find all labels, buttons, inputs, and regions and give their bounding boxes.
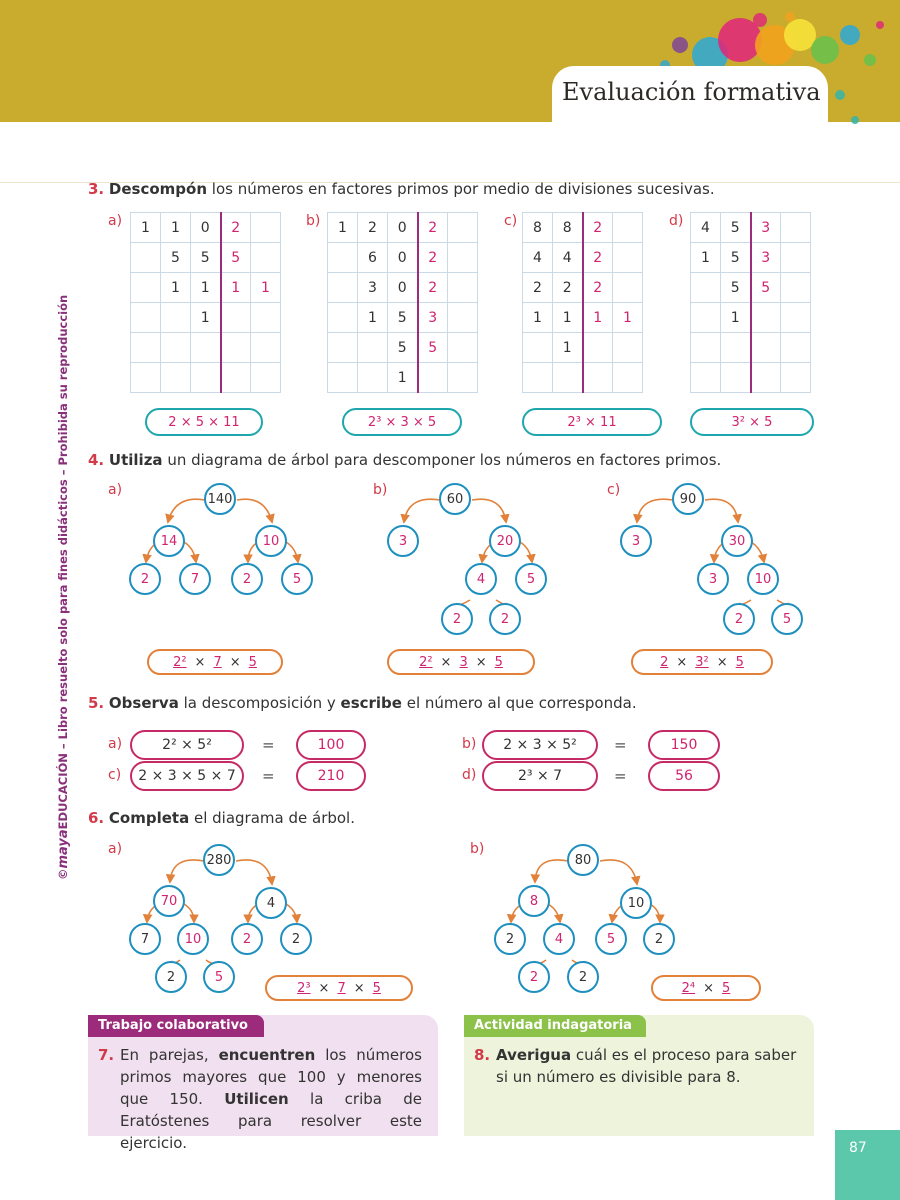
tree-node: 70 [153, 885, 185, 917]
grid-cell: 5 [721, 243, 751, 273]
q5-result-a: 100 [296, 730, 366, 760]
question-5: 5. Observa la descomposición y escribe el número al que corresponda. [88, 694, 637, 712]
tree-node: 2 [231, 563, 263, 595]
grid-cell: 1 [191, 273, 221, 303]
division-grid-d [690, 212, 811, 393]
grid-cell: 1 [553, 303, 583, 333]
grid-cell [448, 333, 478, 363]
grid-cell: 8 [553, 213, 583, 243]
tree-node: 2 [129, 563, 161, 595]
grid-cell: 0 [191, 213, 221, 243]
q5-expr-c: 2 × 3 × 5 × 7 [130, 761, 244, 791]
grid-cell [448, 243, 478, 273]
grid-cell [781, 303, 811, 333]
tree-node: 2 [567, 961, 599, 993]
grid-cell [691, 363, 721, 393]
q5-label-a: a) [108, 736, 123, 752]
q3-label-b: b) [306, 213, 321, 229]
collab-title: Trabajo colaborativo [88, 1015, 264, 1037]
grid-cell: 5 [388, 303, 418, 333]
grid-cell: 1 [161, 213, 191, 243]
grid-cell [448, 273, 478, 303]
tree-node: 60 [439, 483, 471, 515]
q3-label-d: d) [669, 213, 684, 229]
grid-cell [251, 213, 281, 243]
grid-cell [191, 363, 221, 393]
q5-label-d: d) [462, 767, 477, 783]
q5-result-b: 150 [648, 730, 720, 760]
tree-node: 4 [255, 887, 287, 919]
q5-label-c: c) [108, 767, 122, 783]
tree-node: 5 [771, 603, 803, 635]
grid-cell: 5 [751, 273, 781, 303]
q6-answer-a: 2³ × 7 × 5 [265, 975, 413, 1001]
tree-node: 2 [441, 603, 473, 635]
q5-expr-b: 2 × 3 × 5² [482, 730, 598, 760]
grid-cell [613, 213, 643, 243]
grid-cell: 2 [418, 243, 448, 273]
grid-cell: 2 [583, 273, 613, 303]
question-6: 6. Completa el diagrama de árbol. [88, 809, 355, 827]
q5-result-c: 210 [296, 761, 366, 791]
inquiry-title: Actividad indagatoria [464, 1015, 646, 1037]
grid-cell: 1 [523, 303, 553, 333]
q5-expr-d: 2³ × 7 [482, 761, 598, 791]
grid-cell: 5 [161, 243, 191, 273]
tree-node: 7 [129, 923, 161, 955]
grid-cell: 1 [388, 363, 418, 393]
grid-cell [553, 363, 583, 393]
q5-eq-b: = [614, 736, 627, 754]
grid-cell [161, 303, 191, 333]
q3-result-c: 2³ × 11 [522, 408, 662, 436]
grid-cell: 1 [328, 213, 358, 243]
brand-logo: maya [56, 829, 71, 869]
q3-result-d: 3² × 5 [690, 408, 814, 436]
tree-node: 2 [231, 923, 263, 955]
inquiry-text: 8. Averigua cuál es el proceso para saber si un número es divisible para 8. [474, 1046, 797, 1086]
grid-cell [191, 333, 221, 363]
grid-cell: 4 [553, 243, 583, 273]
tree-node: 2 [518, 961, 550, 993]
tree-node: 10 [255, 525, 287, 557]
grid-cell: 1 [251, 273, 281, 303]
grid-cell [583, 363, 613, 393]
grid-cell [161, 363, 191, 393]
grid-cell [328, 333, 358, 363]
q6-label-b: b) [470, 841, 485, 857]
tree-node: 140 [204, 483, 236, 515]
grid-cell [131, 243, 161, 273]
tree-node: 30 [721, 525, 753, 557]
tree-node: 8 [518, 885, 550, 917]
grid-cell [328, 303, 358, 333]
division-grid-c [522, 212, 643, 393]
grid-cell [221, 333, 251, 363]
tree-node: 2 [494, 923, 526, 955]
grid-cell [328, 243, 358, 273]
grid-cell [613, 243, 643, 273]
tree-node: 3 [697, 563, 729, 595]
grid-cell: 1 [221, 273, 251, 303]
grid-cell [131, 303, 161, 333]
grid-cell: 5 [191, 243, 221, 273]
q4-label-c: c) [607, 482, 621, 498]
question-3: 3. Descompón los números en factores primos por medio de divisiones sucesivas. [88, 180, 715, 198]
grid-cell [781, 363, 811, 393]
page-number: 87 [835, 1130, 900, 1200]
q5-expr-a: 2² × 5² [130, 730, 244, 760]
grid-cell: 2 [221, 213, 251, 243]
grid-cell: 1 [358, 303, 388, 333]
tree-node: 5 [595, 923, 627, 955]
grid-cell: 2 [583, 243, 613, 273]
grid-cell: 5 [388, 333, 418, 363]
tree-node: 2 [643, 923, 675, 955]
q6-label-a: a) [108, 841, 123, 857]
grid-cell: 2 [523, 273, 553, 303]
grid-cell [251, 303, 281, 333]
grid-cell: 1 [191, 303, 221, 333]
grid-cell [418, 363, 448, 393]
tree-node: 20 [489, 525, 521, 557]
grid-cell: 4 [691, 213, 721, 243]
grid-cell [751, 333, 781, 363]
q5-eq-c: = [262, 767, 275, 785]
grid-cell [328, 363, 358, 393]
grid-cell: 1 [613, 303, 643, 333]
grid-cell [691, 333, 721, 363]
tree-node: 10 [177, 923, 209, 955]
grid-cell: 2 [418, 273, 448, 303]
grid-cell [691, 273, 721, 303]
grid-cell [131, 273, 161, 303]
grid-cell: 5 [221, 243, 251, 273]
grid-cell: 4 [523, 243, 553, 273]
tree-node: 5 [515, 563, 547, 595]
grid-cell [721, 333, 751, 363]
grid-cell: 3 [751, 243, 781, 273]
grid-cell: 2 [583, 213, 613, 243]
q4-answer-b: 2² × 3 × 5 [387, 649, 535, 675]
q4-label-a: a) [108, 482, 123, 498]
tree-node: 90 [672, 483, 704, 515]
tree-node: 3 [620, 525, 652, 557]
grid-cell [781, 333, 811, 363]
tree-node: 7 [179, 563, 211, 595]
grid-cell [781, 213, 811, 243]
grid-cell [781, 243, 811, 273]
question-4: 4. Utiliza un diagrama de árbol para descomponer los números en factores primos. [88, 451, 722, 469]
q5-result-d: 56 [648, 761, 720, 791]
grid-cell: 2 [553, 273, 583, 303]
grid-cell: 2 [418, 213, 448, 243]
division-grid-b [327, 212, 478, 393]
tree-node: 2 [155, 961, 187, 993]
tree-node: 2 [489, 603, 521, 635]
grid-cell: 3 [751, 213, 781, 243]
grid-cell: 3 [358, 273, 388, 303]
tree-node: 80 [567, 844, 599, 876]
q4-label-b: b) [373, 482, 388, 498]
grid-cell: 1 [161, 273, 191, 303]
tree-node: 5 [281, 563, 313, 595]
grid-cell [523, 333, 553, 363]
grid-cell [221, 303, 251, 333]
grid-cell: 5 [721, 273, 751, 303]
grid-cell [523, 363, 553, 393]
grid-cell [613, 333, 643, 363]
grid-cell: 1 [553, 333, 583, 363]
grid-cell: 0 [388, 243, 418, 273]
grid-cell [751, 363, 781, 393]
grid-cell [358, 363, 388, 393]
grid-cell [448, 363, 478, 393]
q5-eq-a: = [262, 736, 275, 754]
grid-cell: 0 [388, 213, 418, 243]
grid-cell: 5 [418, 333, 448, 363]
q5-eq-d: = [614, 767, 627, 785]
grid-cell [583, 333, 613, 363]
grid-cell: 1 [131, 213, 161, 243]
grid-cell [161, 333, 191, 363]
grid-cell [131, 333, 161, 363]
q3-result-a: 2 × 5 × 11 [145, 408, 263, 436]
grid-cell [251, 363, 281, 393]
page-title: Evaluación formativa [562, 78, 821, 106]
grid-cell: 6 [358, 243, 388, 273]
grid-cell [251, 243, 281, 273]
grid-cell [251, 333, 281, 363]
grid-cell: 1 [583, 303, 613, 333]
tree-node: 4 [465, 563, 497, 595]
q6-answer-b: 2⁴ × 5 [651, 975, 761, 1001]
grid-cell: 2 [358, 213, 388, 243]
grid-cell [358, 333, 388, 363]
grid-cell [221, 363, 251, 393]
tree-node: 2 [280, 923, 312, 955]
grid-cell: 0 [388, 273, 418, 303]
grid-cell [781, 273, 811, 303]
grid-cell [751, 303, 781, 333]
q4-answer-c: 2 × 3² × 5 [631, 649, 773, 675]
tree-node: 4 [543, 923, 575, 955]
collab-text: 7. En parejas, encuentren los números primos mayores que 100 y menores que 150. Utilicen la criba de Eratóstenes para resolver este ejercicio. [98, 1046, 422, 1152]
tree-node: 10 [747, 563, 779, 595]
tree-node: 14 [153, 525, 185, 557]
division-grid-a [130, 212, 281, 393]
q5-label-b: b) [462, 736, 477, 752]
grid-cell: 1 [691, 243, 721, 273]
q3-label-a: a) [108, 213, 123, 229]
grid-cell: 5 [721, 213, 751, 243]
grid-cell: 8 [523, 213, 553, 243]
grid-cell [721, 363, 751, 393]
grid-cell [613, 363, 643, 393]
tree-node: 10 [620, 887, 652, 919]
grid-cell [691, 303, 721, 333]
tree-node: 2 [723, 603, 755, 635]
q4-answer-a: 2² × 7 × 5 [147, 649, 283, 675]
tree-node: 280 [203, 844, 235, 876]
grid-cell: 3 [418, 303, 448, 333]
tree-node: 5 [203, 961, 235, 993]
tree-node: 3 [387, 525, 419, 557]
q3-result-b: 2³ × 3 × 5 [342, 408, 462, 436]
side-copyright: ©mayaEDUCACIÓN – Libro resuelto solo para fines didácticos – Prohibida su reproducción [56, 294, 71, 880]
grid-cell [613, 273, 643, 303]
grid-cell [448, 303, 478, 333]
grid-cell [328, 273, 358, 303]
q3-label-c: c) [504, 213, 518, 229]
grid-cell [448, 213, 478, 243]
grid-cell: 1 [721, 303, 751, 333]
grid-cell [131, 363, 161, 393]
